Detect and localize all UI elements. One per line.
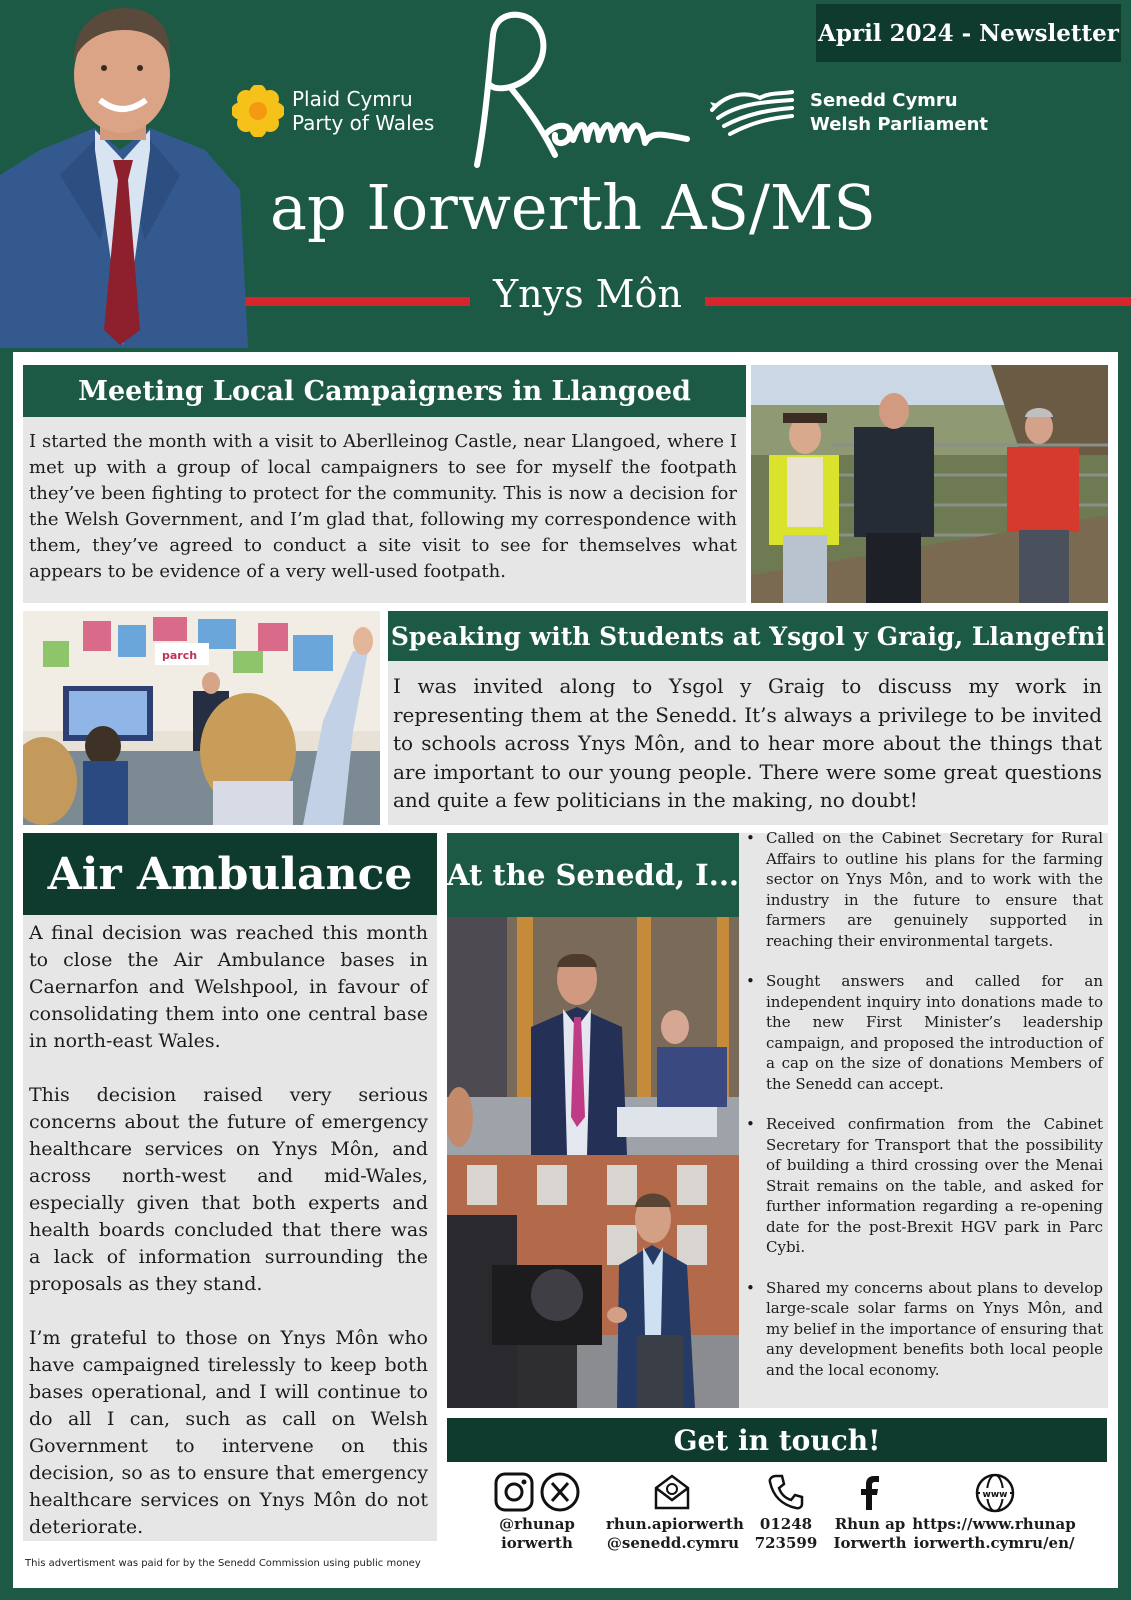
disclaimer-footnote: This advertisment was paid for by the Senedd Commission using public money [25, 1558, 421, 1569]
llangoed-heading: Meeting Local Campaigners in Llangoed [23, 365, 746, 417]
portrait-photo [0, 0, 250, 348]
senedd-list-item: • Called on the Cabinet Secretary for Rural Affairs to outline his plans for the farming sector on Ynys Môn, and to work with the industry in the future to ensure that farmers are genuinely supported in reaching their environmental targets. [740, 828, 1103, 951]
email-line1: rhun.apiorwerth [606, 1515, 744, 1533]
phone-line1: 01248 [759, 1515, 813, 1533]
plaid-line2: Party of Wales [292, 111, 435, 135]
air-ambulance-para2: This decision raised very serious concerns about the future of emergency healthcare services on Ynys Môn, and across north-west and mid-Wales, especially given that both experts and health boards concluded that there was a lack of information surrounding the proposals as they stand. [29, 1084, 428, 1295]
email-line2: @senedd.cymru [606, 1534, 740, 1552]
senedd-chamber-photo [447, 917, 739, 1155]
senedd-list-item: • Received confirmation from the Cabinet Secretary for Transport that the possibility of building a third crossing over the Menai Strait remains on the table, and asked for further information regarding a re-opening date for the post-Brexit HGV park in Parc Cybi. [740, 1114, 1103, 1258]
students-body: I was invited along to Ysgol y Graig to discuss my work in representing them at the Senedd. It’s always a privilege to be invited to schools across Ynys Môn, and to hear more about the things that are important to our young people. There were some great questions and quite a few politicians in the making, no doubt! [393, 674, 1102, 812]
member-name-title: ap Iorwerth AS/MS [270, 171, 876, 244]
x-twitter-icon[interactable] [540, 1472, 580, 1512]
signature-graphic [455, 5, 695, 180]
social-line1: @rhunap [499, 1515, 575, 1533]
phone-number[interactable] [748, 1515, 824, 1553]
dragon-wave-icon [708, 88, 798, 138]
red-divider-right [705, 297, 1131, 306]
air-ambulance-heading: Air Ambulance [23, 833, 437, 915]
plaid-line1: Plaid Cymru [292, 87, 413, 111]
senedd-list-item: • Sought answers and called for an independent inquiry into donations made to the new First Minister’s leadership campaign, and proposed the introduction of a cap on the size of donations Members of the Senedd can accept. [740, 971, 1103, 1094]
plaid-cymru-logo [232, 85, 434, 137]
students-heading: Speaking with Students at Ysgol y Graig, Llangefni [388, 611, 1108, 661]
senedd-list [740, 828, 1103, 1400]
senedd-list-item: • Shared my concerns about plans to develop large-scale solar farms on Ynys Môn, and my belief in the importance of ensuring that any development benefits both local people and the local economy. [740, 1278, 1103, 1381]
email-icon[interactable] [652, 1472, 692, 1512]
website-line2: iorwerth.cymru/en/ [913, 1534, 1075, 1552]
constituency-title: Ynys Môn [493, 272, 682, 316]
air-ambulance-para1: A final decision was reached this month to close the Air Ambulance bases in Caernarfon and Welshpool, in favour of consolidating them into one central base in north-east Wales. [29, 922, 428, 1052]
facebook-icon[interactable] [858, 1472, 882, 1512]
senedd-line1: Senedd Cymru [810, 90, 958, 111]
poster-text: parch [162, 649, 198, 662]
website-globe-icon[interactable] [974, 1472, 1016, 1514]
phone-icon[interactable] [766, 1472, 806, 1512]
llangoed-body: I started the month with a visit to Aberlleinog Castle, near Llangoed, where I met up with a group of local campaigners to see for myself the footpath they’ve been fighting to protect for the community. This is now a decision for the Welsh Government, and I’m glad that, following my correspondence with them, they’ve agreed to conduct a site visit to see for themselves what appears to be evidence of a very well-used footpath. [29, 431, 737, 582]
senedd-line2: Welsh Parliament [810, 114, 988, 135]
social-handle[interactable] [480, 1515, 594, 1553]
daffodil-icon [232, 85, 284, 137]
facebook-line2: Iorwerth [833, 1534, 907, 1552]
social-line2: iorwerth [501, 1534, 573, 1552]
instagram-icon[interactable] [494, 1472, 534, 1512]
newsletter-header [0, 0, 1131, 350]
facebook-name[interactable] [830, 1515, 910, 1553]
facebook-line1: Rhun ap [834, 1515, 906, 1533]
contact-heading: Get in touch! [447, 1418, 1107, 1462]
school-visit-photo [23, 611, 380, 825]
www-label: www [982, 1490, 1008, 1500]
media-interview-photo [447, 1155, 739, 1408]
llangoed-campaigners-photo [751, 365, 1108, 603]
email-address[interactable] [606, 1515, 744, 1553]
senedd-heading: At the Senedd, I... [447, 833, 739, 917]
website-url[interactable] [912, 1515, 1076, 1553]
date-badge: April 2024 - Newsletter [816, 4, 1121, 62]
air-ambulance-para3: I’m grateful to those on Ynys Môn who have campaigned tirelessly to keep both bases operational, and I will continue to do all I can, such as call on Welsh Government to intervene on this decision, so as to ensure that emergency healthcare services on Ynys Môn do not deteriorate. [29, 1327, 428, 1538]
red-divider-left [245, 297, 470, 306]
senedd-cymru-logo [708, 88, 988, 138]
website-line1: https://www.rhunap [912, 1515, 1076, 1533]
phone-line2: 723599 [754, 1534, 818, 1552]
